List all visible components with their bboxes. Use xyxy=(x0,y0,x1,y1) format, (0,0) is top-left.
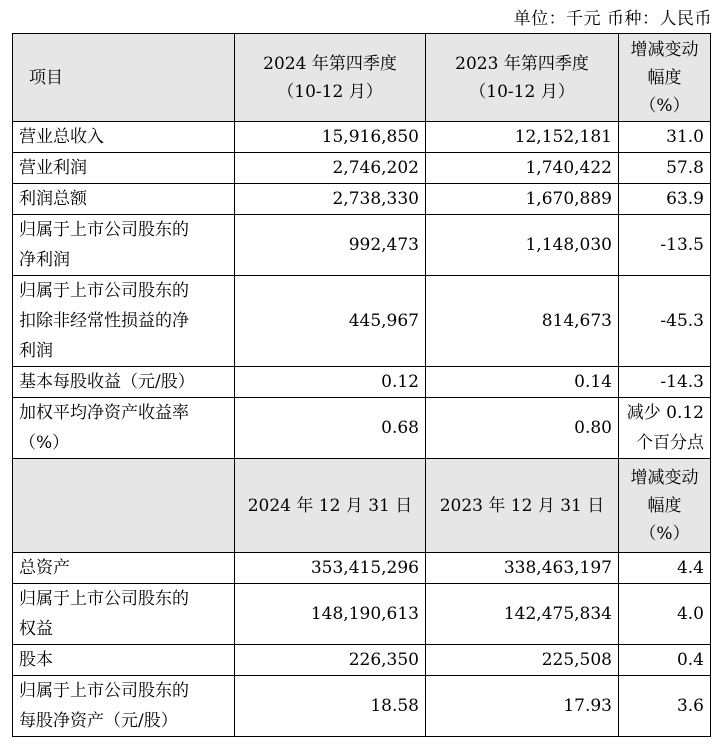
header-empty xyxy=(13,459,235,553)
row-label-line1: 归属于上市公司股东的 xyxy=(19,589,189,609)
row-label-line2: 净利润 xyxy=(19,250,70,270)
header-change-line3: （%） xyxy=(639,523,690,544)
header-change-line1: 增减变动 xyxy=(630,467,699,488)
table-header-row-quarterly xyxy=(13,34,711,122)
value-2023: 12,152,181 xyxy=(426,122,619,153)
header-2023-q4-line2: （10-12 月） xyxy=(469,81,575,102)
row-label-line2: （%） xyxy=(19,433,70,453)
header-change-line2: 幅度 xyxy=(647,495,682,516)
table-row xyxy=(13,122,711,153)
row-label xyxy=(13,215,235,276)
header-2023-q4 xyxy=(426,34,619,122)
row-label-line2: 扣除非经常性损益的净 xyxy=(19,311,189,331)
table-row xyxy=(13,645,711,676)
value-change: 57.8 xyxy=(619,153,711,184)
value-2024: 18.58 xyxy=(235,676,426,737)
row-label-line1: 归属于上市公司股东的 xyxy=(19,220,189,240)
value-change: 63.9 xyxy=(619,184,711,215)
header-change-line3: （%） xyxy=(639,95,690,116)
value-change-line1: 减少 0.12 xyxy=(626,403,704,423)
table-row xyxy=(13,184,711,215)
value-2024: 353,415,296 xyxy=(235,553,426,584)
row-label-line1: 加权平均净资产收益率 xyxy=(19,403,189,423)
table-row xyxy=(13,215,711,276)
row-label: 总资产 xyxy=(13,553,235,584)
value-change: 4.0 xyxy=(619,584,711,645)
header-2024-q4 xyxy=(235,34,426,122)
row-label xyxy=(13,276,235,367)
value-2024: 226,350 xyxy=(235,645,426,676)
row-label: 利润总额 xyxy=(13,184,235,215)
header-change-line1: 增减变动 xyxy=(630,39,699,60)
table-row xyxy=(13,584,711,645)
value-2023: 225,508 xyxy=(426,645,619,676)
row-label-line1: 归属于上市公司股东的 xyxy=(19,681,189,701)
value-2023: 814,673 xyxy=(426,276,619,367)
value-change: 4.4 xyxy=(619,553,711,584)
header-change-pct-2 xyxy=(619,459,711,553)
table-row xyxy=(13,276,711,367)
header-item-label: 项目 xyxy=(29,67,63,88)
row-label xyxy=(13,584,235,645)
header-2024-q4-line2: （10-12 月） xyxy=(277,81,383,102)
row-label-line3: 利润 xyxy=(19,341,53,361)
value-2024: 148,190,613 xyxy=(235,584,426,645)
value-2023: 17.93 xyxy=(426,676,619,737)
value-change: 0.4 xyxy=(619,645,711,676)
row-label xyxy=(13,676,235,737)
table-row xyxy=(13,676,711,737)
value-2023: 1,148,030 xyxy=(426,215,619,276)
table-row xyxy=(13,398,711,459)
header-change-pct xyxy=(619,34,711,122)
row-label-line2: 每股净资产（元/股） xyxy=(19,711,178,731)
unit-note: 单位：千元 币种：人民币 xyxy=(513,9,712,29)
value-change: -45.3 xyxy=(619,276,711,367)
value-2023: 1,670,889 xyxy=(426,184,619,215)
header-change-line2: 幅度 xyxy=(647,67,682,88)
header-2023-yearend: 2023 年 12 月 31 日 xyxy=(426,459,619,553)
row-label: 股本 xyxy=(13,645,235,676)
table-row xyxy=(13,553,711,584)
value-2023: 338,463,197 xyxy=(426,553,619,584)
value-2024: 445,967 xyxy=(235,276,426,367)
row-label xyxy=(13,398,235,459)
value-2024: 0.12 xyxy=(235,367,426,398)
value-2023: 142,475,834 xyxy=(426,584,619,645)
value-change: 31.0 xyxy=(619,122,711,153)
value-2023: 0.80 xyxy=(426,398,619,459)
value-2024: 0.68 xyxy=(235,398,426,459)
header-2024-yearend: 2024 年 12 月 31 日 xyxy=(235,459,426,553)
financial-summary-table xyxy=(12,33,711,737)
header-item xyxy=(13,34,235,122)
value-change xyxy=(619,398,711,459)
value-2024: 2,746,202 xyxy=(235,153,426,184)
value-2024: 2,738,330 xyxy=(235,184,426,215)
value-2023: 0.14 xyxy=(426,367,619,398)
table-row xyxy=(13,367,711,398)
value-2024: 15,916,850 xyxy=(235,122,426,153)
value-change: 3.6 xyxy=(619,676,711,737)
table-header-row-yearend xyxy=(13,459,711,553)
value-change: -14.3 xyxy=(619,367,711,398)
row-label: 基本每股收益（元/股） xyxy=(13,367,235,398)
row-label: 营业总收入 xyxy=(13,122,235,153)
row-label-line1: 归属于上市公司股东的 xyxy=(19,281,189,301)
table-row xyxy=(13,153,711,184)
row-label: 营业利润 xyxy=(13,153,235,184)
header-2023-q4-line1: 2023 年第四季度 xyxy=(455,53,589,74)
value-2023: 1,740,422 xyxy=(426,153,619,184)
value-change-line2: 个百分点 xyxy=(636,433,704,453)
header-2024-q4-line1: 2024 年第四季度 xyxy=(263,53,397,74)
value-2024: 992,473 xyxy=(235,215,426,276)
row-label-line2: 权益 xyxy=(19,619,53,639)
value-change: -13.5 xyxy=(619,215,711,276)
